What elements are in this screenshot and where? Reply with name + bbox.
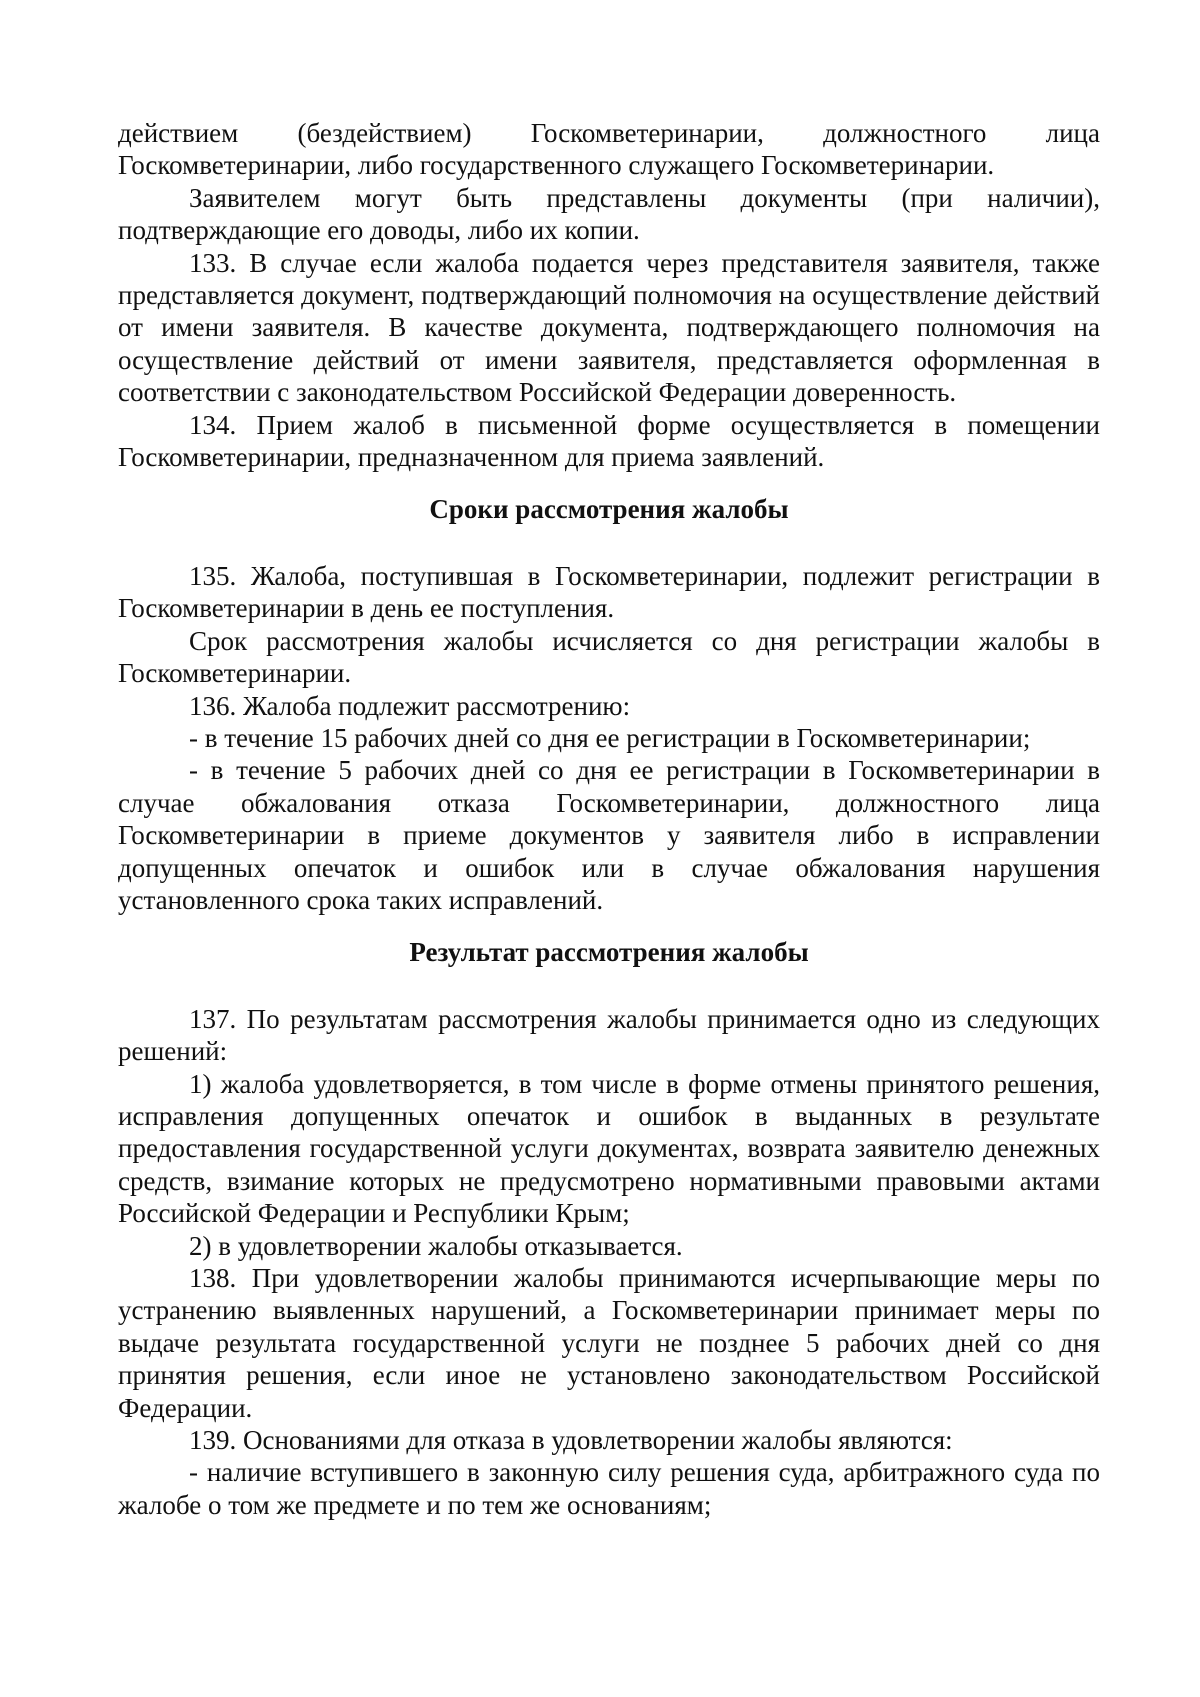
spacer [118,473,1100,493]
paragraph-135: 135. Жалоба, поступившая в Госкомветеринарии, подлежит регистрации в Госкомветеринарии в день ее поступления. [118,560,1100,624]
list-item-decision-1: 1) жалоба удовлетворяется, в том числе в форме отмены принятого решения, исправления допущенных опечаток и ошибок в выданных в результате предоставления государственной услуги документах, возврата заявителю денежных средств, взимание которых не предусмотрено нормативными правовыми актами Российской Федерации и Республики Крым; [118,1068,1100,1229]
list-item-5-days: - в течение 5 рабочих дней со дня ее регистрации в Госкомветеринарии в случае обжалования отказа Госкомветеринарии, должностного лица Госкомветеринарии в приеме документов у заявителя либо в исправлении допущенных опечаток и ошибок или в случае обжалования нарушения установленного срока таких исправлений. [118,755,1100,915]
paragraph-137: 137. По результатам рассмотрения жалобы принимается одно из следующих решений: [118,1003,1100,1067]
paragraph-134: 134. Прием жалоб в письменной форме осуществляется в помещении Госкомветеринарии, предназначенном для приема заявлений. [118,409,1100,473]
section-heading-result: Результат рассмотрения жалобы [409,937,809,968]
list-item-court-decision: - наличие вступившего в законную силу решения суда, арбитражного суда по жалобе о том же предмете и по тем же основаниям; [118,1457,1100,1520]
spacer [118,916,1100,936]
paragraph-applicant-documents: Заявителем могут быть представлены документы (при наличии), подтверждающие его доводы, либо их копии. [118,182,1100,246]
section-heading-terms: Сроки рассмотрения жалобы [429,494,789,525]
list-item-15-days: - в течение 15 рабочих дней со дня ее регистрации в Госкомветеринарии; [189,722,1031,753]
paragraph-139: 139. Основаниями для отказа в удовлетворении жалобы являются: [189,1425,953,1456]
list-item-decision-2: 2) в удовлетворении жалобы отказывается. [189,1230,683,1261]
paragraph-review-term: Срок рассмотрения жалобы исчисляется со дня регистрации жалобы в Госкомветеринарии. [118,625,1100,689]
paragraph-136: 136. Жалоба подлежит рассмотрению: [189,690,631,721]
spacer [118,969,1100,1003]
paragraph-133: 133. В случае если жалоба подается через представителя заявителя, также представляется документ, подтверждающий полномочия на осуществление действий от имени заявителя. В качестве документа, подтверждающего полномочия на осуществление действий от имени заявителя, представляется оформленная в соответствии с законодательством Российской Федерации доверенность. [118,247,1100,408]
paragraph-138: 138. При удовлетворении жалобы принимаются исчерпывающие меры по устранению выявленных нарушений, а Госкомветеринарии принимает меры по выдаче результата государственной услуги не позднее 5 рабочих дней со дня принятия решения, если иное не установлено законодательством Российской Федерации. [118,1263,1100,1423]
spacer [118,526,1100,560]
paragraph-continuation: действием (бездействием) Госкомветеринарии, должностного лица Госкомветеринарии, либо государственного служащего Госкомветеринарии. [118,118,1100,181]
